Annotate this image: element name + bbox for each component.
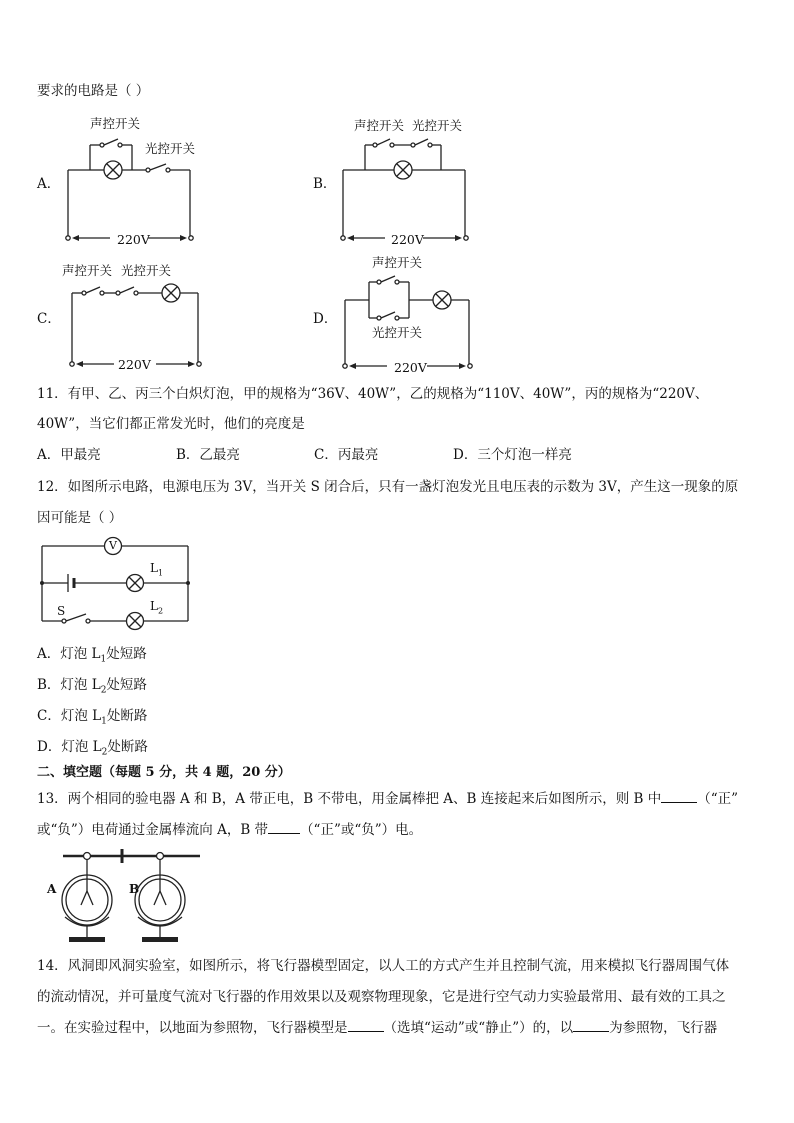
circuit-d-letter: D． bbox=[313, 311, 338, 327]
electroscope-b-label: B bbox=[129, 882, 140, 896]
q13-line1: 13．两个相同的验电器 A 和 B，A 带正电，B 不带电，用金属棒把 A、B 连接起来后如图所示，则 B 中 （“正” bbox=[37, 791, 739, 807]
q12-option-b: B．灯泡 $L_2$处短路 bbox=[37, 677, 147, 696]
q12-option-a: A．灯泡 $L_1$处短路 bbox=[37, 646, 147, 665]
section-2-title: 二、填空题（每题 5 分，共 4 题，20 分） bbox=[37, 765, 291, 780]
circuit-b-voltage: 220V bbox=[391, 232, 424, 247]
q11-option-b: B．乙最亮 bbox=[176, 447, 240, 463]
circuit-a-voltage: 220V bbox=[117, 232, 150, 247]
voltmeter-label: V bbox=[109, 539, 117, 552]
lamp-l2-label: $L_2$ bbox=[150, 599, 164, 616]
q11-option-d: D．三个灯泡一样亮 bbox=[453, 447, 572, 463]
lamp-l1-icon bbox=[126, 574, 144, 592]
circuit-b-diagram bbox=[335, 130, 475, 245]
q12-line2: 因可能是（ ） bbox=[37, 510, 123, 526]
q13-line2: 或“负”）电荷通过金属棒流向 A，B 带 （“正”或“负”）电。 bbox=[37, 822, 423, 838]
lamp-l1-label: $L_1$ bbox=[150, 561, 164, 578]
electroscope-figure bbox=[45, 845, 205, 947]
circuit-a-light-switch-label: 光控开关 bbox=[145, 141, 196, 156]
q13-blank-1[interactable] bbox=[661, 790, 697, 803]
circuit-d-voltage: 220V bbox=[394, 360, 427, 375]
circuit-b-light-switch-label: 光控开关 bbox=[412, 118, 463, 133]
q13-blank-2[interactable] bbox=[268, 821, 300, 834]
circuit-c-light-switch-label: 光控开关 bbox=[121, 263, 172, 278]
q14-line1: 14．风洞即风洞实验室，如图所示，将飞行器模型固定，以人工的方式产生并且控制气流，用来模拟飞行器周围气体 bbox=[37, 958, 730, 974]
circuit-c-letter: C． bbox=[37, 311, 61, 327]
circuit-b-letter: B． bbox=[313, 176, 337, 192]
q11-option-c: C．丙最亮 bbox=[314, 447, 379, 463]
q14-blank-1[interactable] bbox=[348, 1019, 384, 1032]
q12-line1: 12．如图所示电路，电源电压为 3V，当开关 S 闭合后，只有一盏灯泡发光且电压表的示数为 3V，产生这一现象的原 bbox=[37, 479, 739, 495]
switch-s-label: S bbox=[57, 604, 66, 618]
q12-option-c: C．灯泡 $L_1$处断路 bbox=[37, 708, 148, 727]
q11-line1: 11．有甲、乙、丙三个白炽灯泡，甲的规格为“36V、40W”，乙的规格为“110V、40W”，丙的规格为“220V、 bbox=[37, 386, 709, 402]
circuit-c-sound-switch-label: 声控开关 bbox=[62, 263, 113, 278]
circuit-a-diagram bbox=[60, 130, 200, 245]
circuit-c-voltage: 220V bbox=[118, 357, 151, 372]
q14-blank-2[interactable] bbox=[573, 1019, 609, 1032]
circuit-d-light-switch-label: 光控开关 bbox=[372, 325, 423, 340]
circuit-a-letter: A． bbox=[37, 176, 61, 192]
q14-line2: 的流动情况，并可量度气流对飞行器的作用效果以及观察物理现象，它是进行空气动力实验最常用、最有效的工具之 bbox=[37, 989, 726, 1005]
circuit-b-sound-switch-label: 声控开关 bbox=[354, 118, 405, 133]
q11-option-a: A．甲最亮 bbox=[37, 447, 101, 463]
q14-line3: 一。在实验过程中，以地面为参照物，飞行器模型是 （选填“运动”或“静止”）的，以 为参照物，飞行器 bbox=[37, 1020, 718, 1036]
lamp-l2-icon bbox=[126, 612, 144, 630]
q12-option-d: D．灯泡 $L_2$处断路 bbox=[37, 739, 148, 758]
circuit-d-sound-switch-label: 声控开关 bbox=[372, 255, 423, 270]
q11-line2: 40W”，当它们都正常发光时，他们的亮度是 bbox=[37, 416, 305, 432]
q10-tail: 要求的电路是（ ） bbox=[37, 83, 150, 99]
circuit-a-sound-switch-label: 声控开关 bbox=[90, 116, 141, 131]
electroscope-a-label: A bbox=[47, 882, 57, 896]
